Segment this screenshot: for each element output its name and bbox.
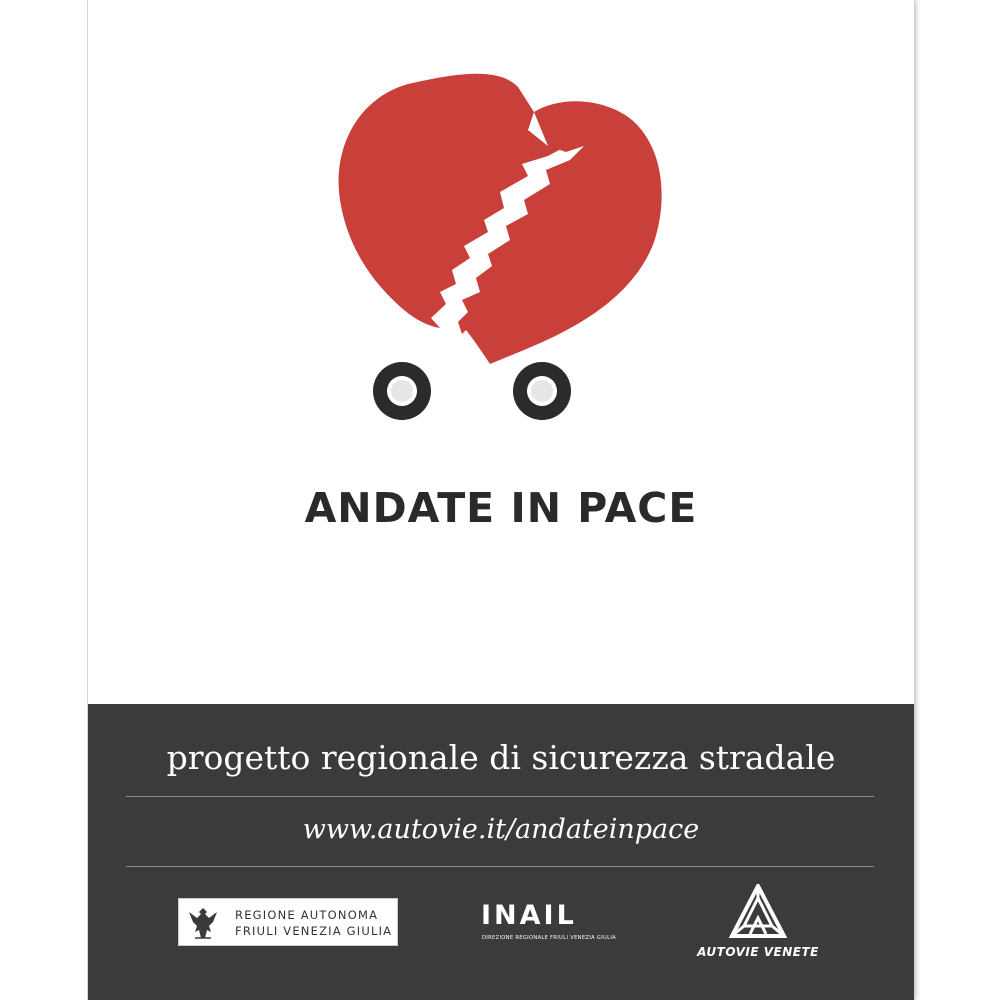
website-link[interactable]: www.autovie.it/andateinpace — [302, 814, 700, 845]
autovie-triangle-icon — [728, 884, 788, 942]
tagline: progetto regionale di sicurezza stradale — [166, 738, 836, 777]
inail-wordmark: INAIL — [481, 900, 577, 931]
inail-subtitle: DIREZIONE REGIONALE FRIULI VENEZIA GIULIA — [482, 935, 617, 941]
logo-autovie-venete — [688, 884, 828, 964]
regione-line1: REGIONE AUTONOMA — [235, 908, 379, 922]
eagle-icon — [183, 902, 223, 942]
footer-band — [88, 704, 914, 1000]
right-wheel-icon — [513, 362, 571, 420]
regione-line2: FRIULI VENEZIA GIULIA — [235, 924, 393, 938]
poster — [88, 0, 914, 1000]
divider-top — [126, 796, 874, 797]
logo-inail — [481, 900, 616, 946]
broken-heart-on-wheels-icon — [88, 60, 914, 440]
autovie-wordmark: AUTOVIE VENETE — [697, 945, 819, 959]
logo-regione-friuli — [178, 898, 398, 946]
hero-illustration — [88, 60, 914, 440]
divider-bottom — [126, 866, 874, 867]
headline: ANDATE IN PACE — [304, 484, 698, 532]
left-wheel-icon — [373, 362, 431, 420]
